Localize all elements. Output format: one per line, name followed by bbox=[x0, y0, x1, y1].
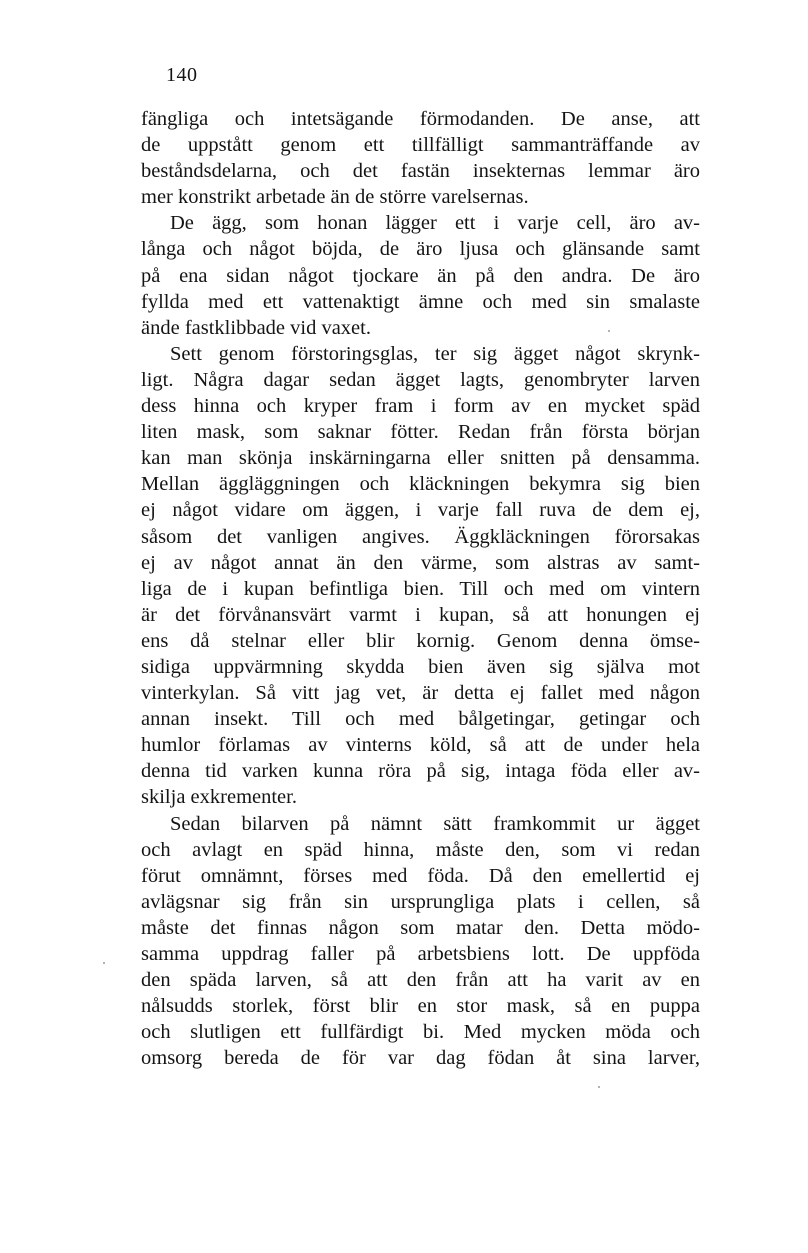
text-line: humlor förlamas av vinterns köld, så att de under hela bbox=[141, 734, 700, 757]
text-line: den späda larven, så att den från att ha varit av en bbox=[141, 969, 700, 992]
text-line: avlägsnar sig från sin ursprungliga plats i cellen, så bbox=[141, 890, 700, 913]
text-line: ej av något annat än den värme, som alstras av samt- bbox=[141, 551, 700, 574]
text-line: förut omnämnt, förses med föda. Då den emellertid ej bbox=[141, 864, 700, 887]
print-speck bbox=[598, 1086, 600, 1088]
text-line: fyllda med ett vattenaktigt ämne och med sin smalaste bbox=[141, 290, 700, 313]
text-line: fängliga och intetsägande förmodanden. De anse, att bbox=[141, 108, 700, 130]
text-line: och slutligen ett fullfärdigt bi. Med mycken möda och bbox=[141, 1021, 700, 1044]
text-line: Sett genom förstoringsglas, ter sig ägget något skrynk- bbox=[170, 342, 700, 365]
text-line: ände fastklibbade vid vaxet. bbox=[141, 316, 371, 339]
text-line: denna tid varken kunna röra på sig, intaga föda eller av- bbox=[141, 760, 700, 783]
print-speck bbox=[608, 330, 610, 332]
text-line: långa och något böjda, de äro ljusa och glänsande samt bbox=[141, 238, 700, 261]
text-line: de uppstått genom ett tillfälligt sammanträffande av bbox=[141, 134, 700, 157]
text-line: måste det finnas någon som matar den. Detta mödo- bbox=[141, 916, 700, 939]
text-line: på ena sidan något tjockare än på den andra. De äro bbox=[141, 264, 700, 287]
text-line: De ägg, som honan lägger ett i varje cell, äro av- bbox=[170, 212, 700, 235]
text-line: Mellan äggläggningen och kläckningen bekymra sig bien bbox=[141, 473, 700, 496]
text-line: är det förvånansvärt varmt i kupan, så att honungen ej bbox=[141, 603, 700, 626]
text-line: sidiga uppvärmning skydda bien även sig själva mot bbox=[141, 655, 700, 678]
text-line: Sedan bilarven på nämnt sätt framkommit ur ägget bbox=[170, 812, 700, 835]
text-line: ligt. Några dagar sedan ägget lagts, genombryter larven bbox=[141, 368, 700, 391]
text-line: kan man skönja inskärningarna eller snitten på densamma. bbox=[141, 447, 700, 470]
text-line: beståndsdelarna, och det fastän insekternas lemmar äro bbox=[141, 160, 700, 183]
page-number: 140 bbox=[166, 64, 198, 86]
print-speck bbox=[103, 962, 105, 964]
text-line: mer konstrikt arbetade än de större varelsernas. bbox=[141, 186, 529, 209]
text-line: liga de i kupan befintliga bien. Till och med om vintern bbox=[141, 577, 700, 600]
text-line: vinterkylan. Så vitt jag vet, är detta ej fallet med någon bbox=[141, 682, 700, 705]
text-line: dess hinna och kryper fram i form av en mycket späd bbox=[141, 395, 700, 418]
text-line: liten mask, som saknar fötter. Redan från första början bbox=[141, 421, 700, 444]
text-line: annan insekt. Till och med bålgetingar, getingar och bbox=[141, 708, 700, 731]
text-line: ej något vidare om äggen, i varje fall ruva de dem ej, bbox=[141, 499, 700, 522]
text-line: nålsudds storlek, först blir en stor mask, så en puppa bbox=[141, 995, 700, 1018]
text-line: såsom det vanligen angives. Äggkläckningen förorsakas bbox=[141, 525, 700, 548]
text-line: ens då stelnar eller blir kornig. Genom denna ömse- bbox=[141, 629, 700, 652]
text-line: och avlagt en späd hinna, måste den, som vi redan bbox=[141, 838, 700, 861]
text-line: samma uppdrag faller på arbetsbiens lott. De uppföda bbox=[141, 943, 700, 965]
text-line: omsorg bereda de för var dag födan åt sina larver, bbox=[141, 1047, 700, 1070]
text-line: skilja exkrementer. bbox=[141, 786, 297, 809]
body-text bbox=[141, 106, 700, 1071]
